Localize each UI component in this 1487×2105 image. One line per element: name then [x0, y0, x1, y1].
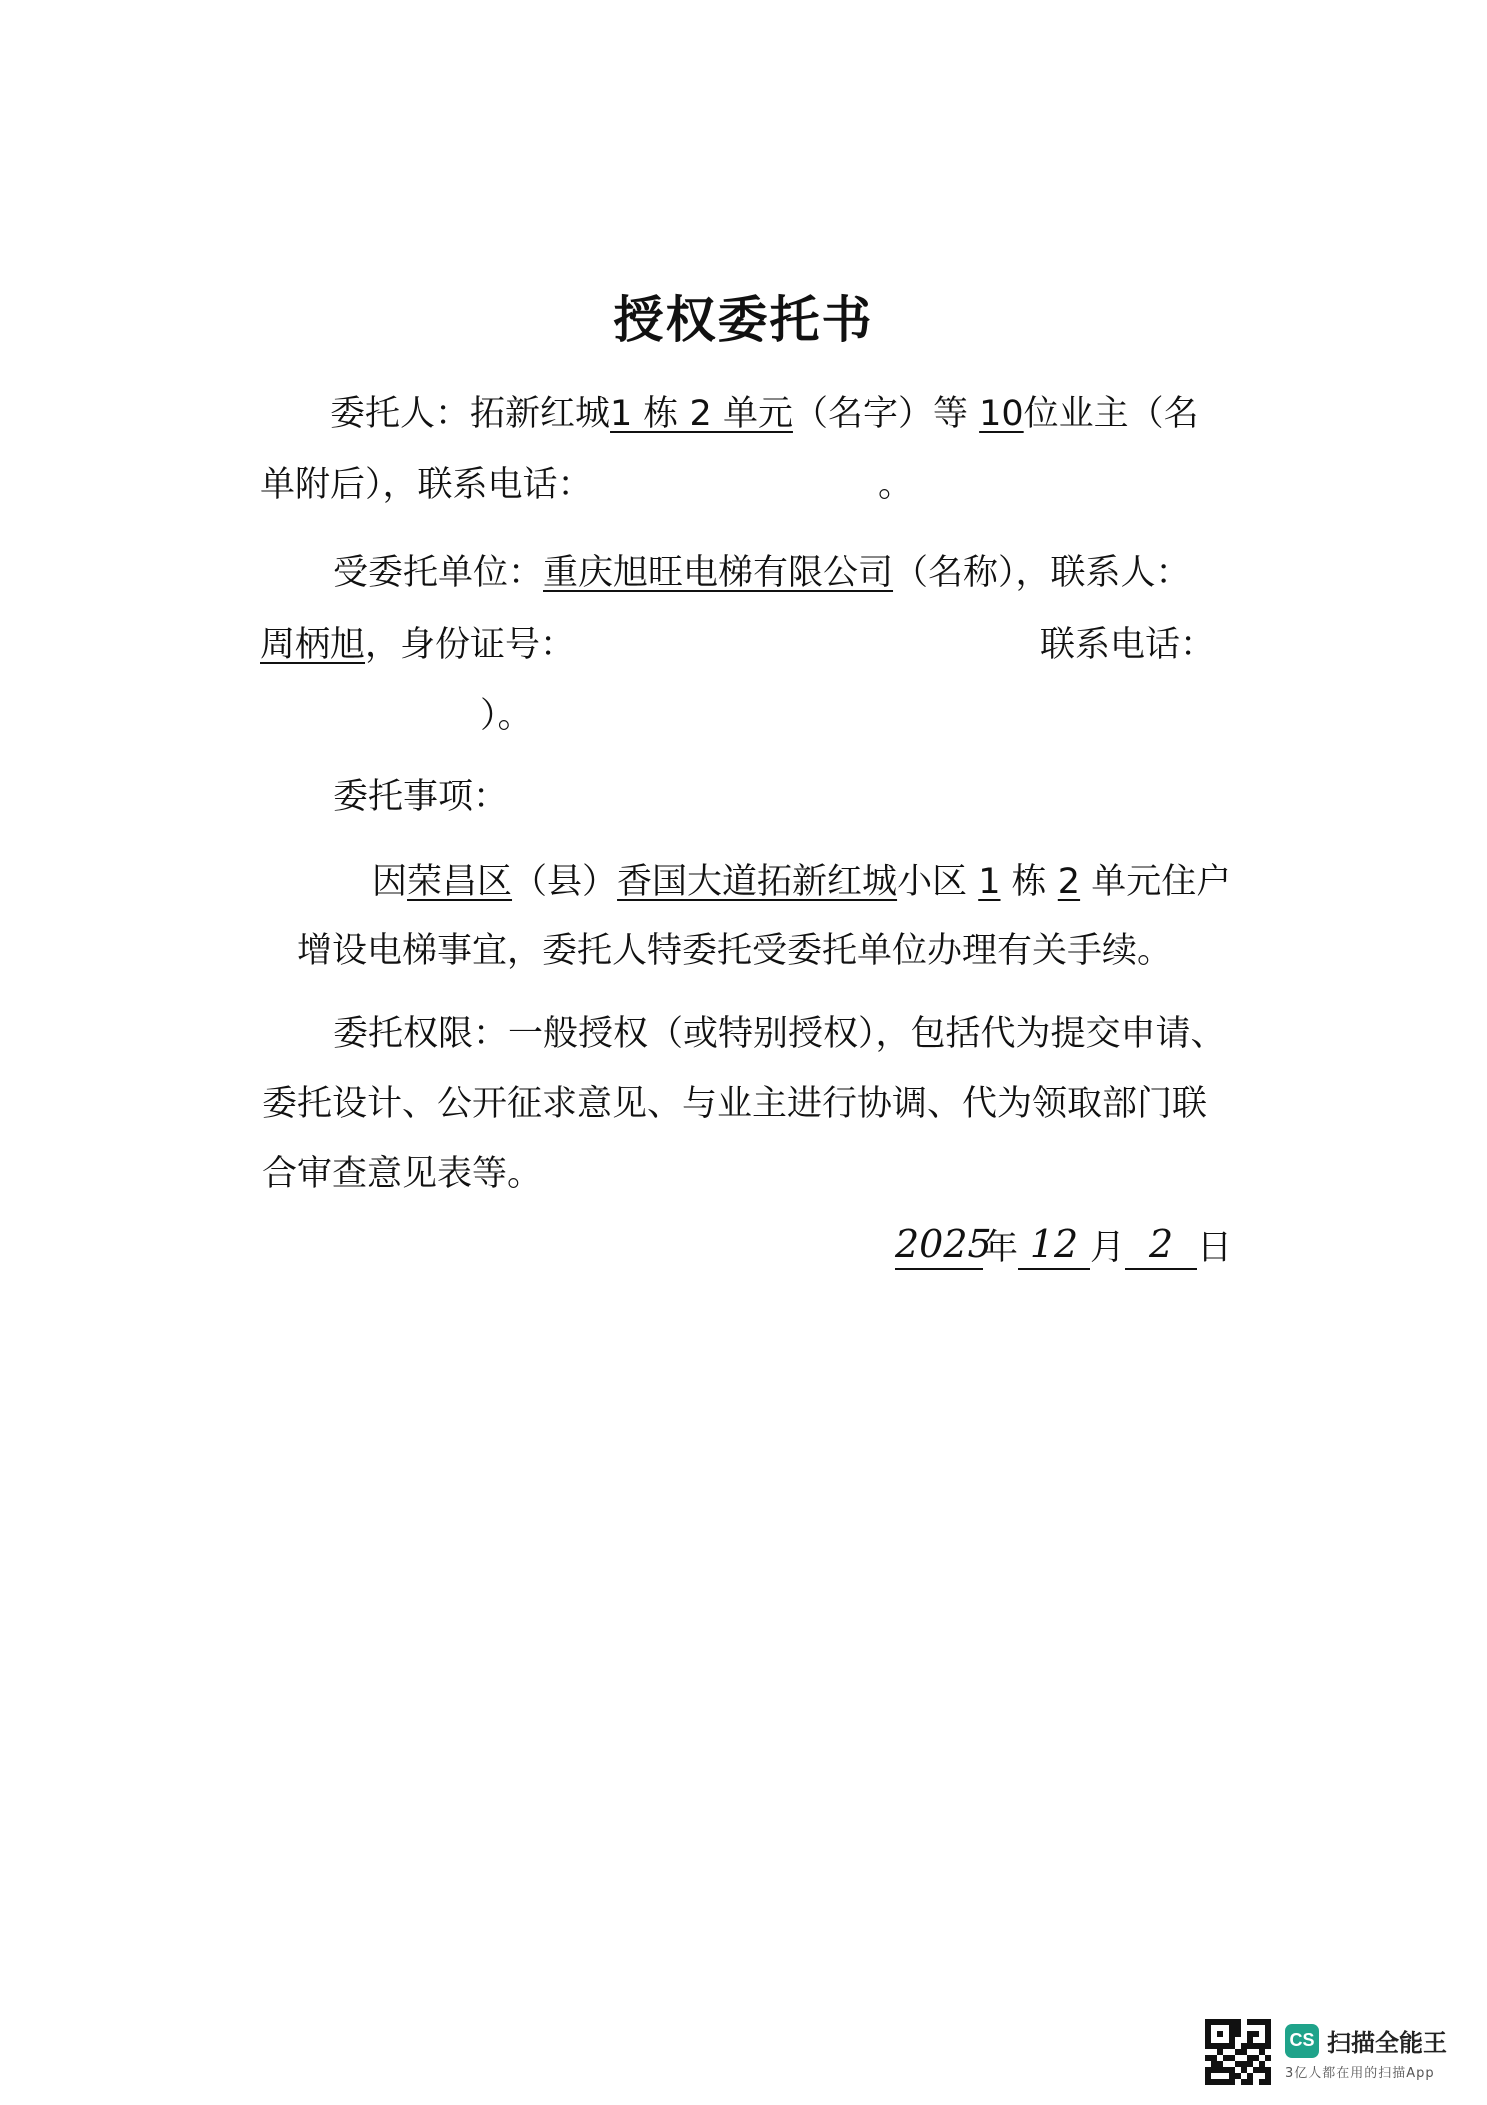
principal-contact-label: 单附后），联系电话： [260, 465, 593, 505]
date-day-blank [1125, 1222, 1197, 1270]
date-month-label: 月 [1090, 1228, 1126, 1268]
agent-period: ）。 [480, 696, 533, 736]
matter-building: 1 [978, 862, 1001, 902]
authority-line-1: 委托权限：一般授权（或特别授权），包括代为提交申请、 [333, 1014, 1226, 1054]
name-note: （名字） [792, 394, 933, 434]
principal-tail: 位业主（名 [1023, 394, 1199, 434]
matter-d: 栋 [1011, 862, 1047, 902]
matter-road: 香国大道拓新红城 [617, 862, 898, 902]
date-month-blank [1018, 1222, 1090, 1270]
date-line [895, 1222, 1233, 1270]
agent-label: 受委托单位： [333, 553, 544, 593]
matter-b: （县） [512, 862, 618, 902]
principal-line [330, 392, 1199, 436]
scanner-watermark [1205, 2019, 1447, 2085]
date-year-blank [895, 1222, 992, 1270]
agent-contact-name: 周柄旭 [260, 625, 366, 665]
matter-e: 单元住户 [1091, 862, 1232, 902]
date-year: 2025 [895, 1222, 992, 1266]
agent-line [333, 551, 1191, 595]
date-day-label: 日 [1197, 1228, 1233, 1268]
brand-name: 扫描全能王 [1327, 2029, 1447, 2057]
principal-mid: 等 [932, 394, 968, 434]
building-unit: 1 栋 2 单元 [610, 394, 793, 434]
agent-contact-line [260, 623, 575, 667]
matter-unit: 2 [1057, 862, 1081, 902]
principal-line-2 [260, 463, 593, 507]
date-day: 2 [1148, 1222, 1174, 1266]
matter-district: 荣昌区 [407, 862, 513, 902]
brand-block [1285, 2023, 1447, 2081]
principal-label: 委托人： [330, 394, 471, 434]
matter-a: 因 [372, 862, 408, 902]
owner-count: 10 [979, 394, 1024, 434]
agent-tail: （名称），联系人： [893, 553, 1191, 593]
date-month: 12 [1029, 1222, 1079, 1266]
authority-line-2: 委托设计、公开征求意见、与业主进行协调、代为领取部门联 [262, 1084, 1208, 1124]
agent-company: 重庆旭旺电梯有限公司 [543, 553, 894, 593]
matter-line-2: 增设电梯事宜，委托人特委托受委托单位办理有关手续。 [297, 931, 1173, 971]
agent-id-label: ，身份证号： [365, 625, 576, 665]
camscanner-logo-icon: CS [1285, 2024, 1319, 2058]
matter-c: 小区 [897, 862, 968, 902]
matter-label: 委托事项： [333, 777, 509, 817]
matter-line-1 [372, 860, 1231, 904]
principal-period: 。 [878, 465, 914, 505]
date-year-label: 年 [983, 1228, 1019, 1268]
brand-tagline: 3亿人都在用的扫描App [1285, 2066, 1435, 2081]
agent-phone-label: 联系电话： [1040, 625, 1216, 665]
qr-code-icon [1205, 2019, 1271, 2085]
estate-name: 拓新红城 [470, 394, 611, 434]
document-title: 授权委托书 [613, 291, 874, 349]
authority-line-3: 合审查意见表等。 [262, 1154, 543, 1194]
